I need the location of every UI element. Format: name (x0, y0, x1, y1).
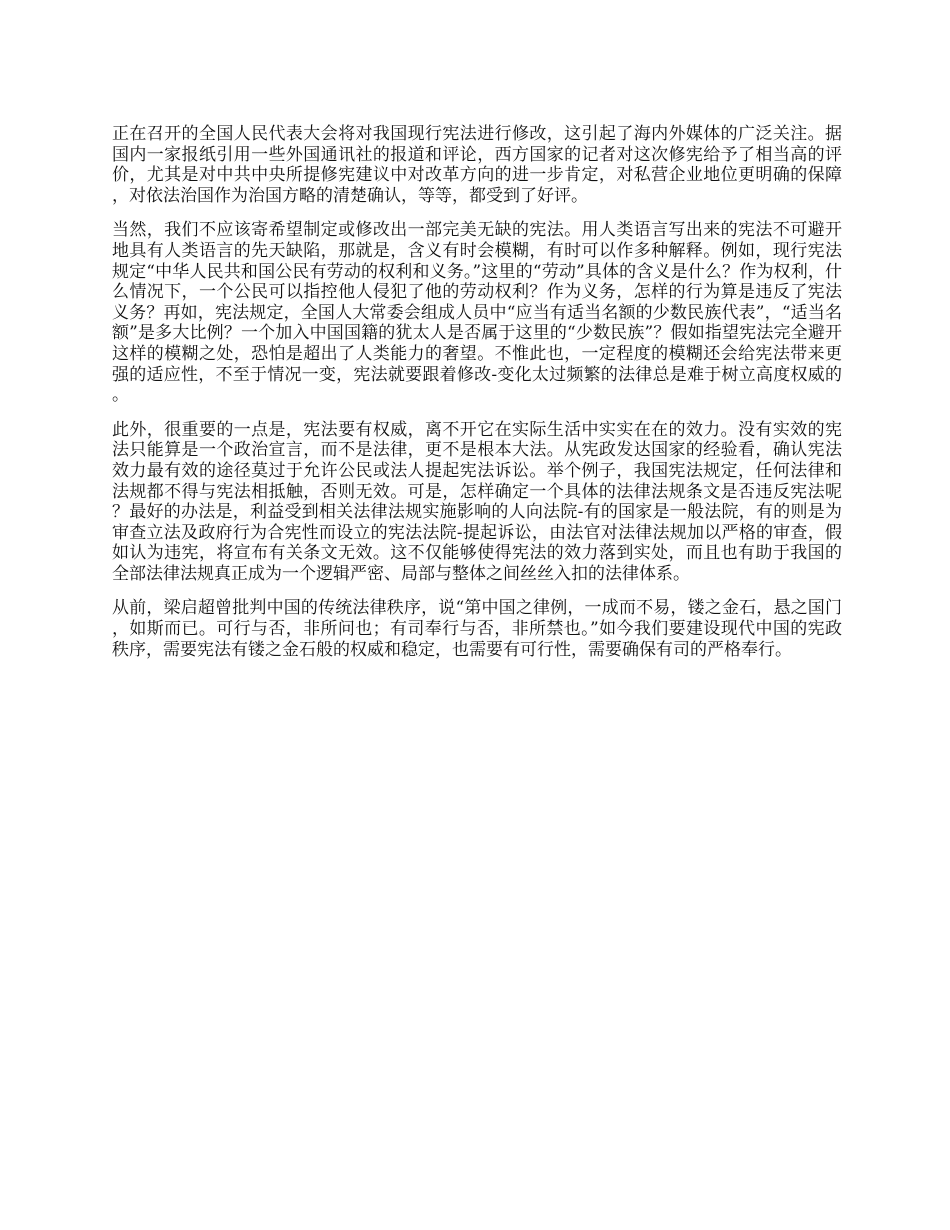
document-body (112, 124, 842, 674)
paragraph-2: 当然，我们不应该寄希望制定或修改出一部完美无缺的宪法。用人类语言写出来的宪法不可避开地具有人类语言的先天缺陷，那就是，含义有时会模糊，有时可以作多种解释。例如，现行宪法规定“中华人民共和国公民有劳动的权利和义务。”这里的“劳动”具体的含义是什么？作为权利，什么情况下，一个公民可以指控他人侵犯了他的劳动权利？作为义务，怎样的行为算是违反了宪法义务？再如，宪法规定，全国人大常委会组成人员中“应当有适当名额的少数民族代表”，“适当名额”是多大比例？一个加入中国国籍的犹太人是否属于这里的“少数民族”？假如指望宪法完全避开这样的模糊之处，恐怕是超出了人类能力的奢望。不惟此也，一定程度的模糊还会给宪法带来更强的适应性，不至于情况一变，宪法就要跟着修改-变化太过频繁的法律总是难于树立高度权威的。 (112, 220, 842, 406)
paragraph-1: 正在召开的全国人民代表大会将对我国现行宪法进行修改，这引起了海内外媒体的广泛关注。据国内一家报纸引用一些外国通讯社的报道和评论，西方国家的记者对这次修宪给予了相当高的评价，尤其是对中共中央所提修宪建议中对改革方向的进一步肯定，对私营企业地位更明确的保障，对依法治国作为治国方略的清楚确认，等等，都受到了好评。 (112, 124, 842, 206)
paragraph-3: 此外，很重要的一点是，宪法要有权威，离不开它在实际生活中实实在在的效力。没有实效的宪法只能算是一个政治宣言，而不是法律，更不是根本大法。从宪政发达国家的经验看，确认宪法效力最有效的途径莫过于允许公民或法人提起宪法诉讼。举个例子，我国宪法规定，任何法律和法规都不得与宪法相抵触，否则无效。可是，怎样确定一个具体的法律法规条文是否违反宪法呢？最好的办法是，利益受到相关法律法规实施影响的人向法院-有的国家是一般法院，有的则是为审查立法及政府行为合宪性而设立的宪法法院-提起诉讼，由法官对法律法规加以严格的审查，假如认为违宪，将宣布有关条文无效。这不仅能够使得宪法的效力落到实处，而且也有助于我国的全部法律法规真正成为一个逻辑严密、局部与整体之间丝丝入扣的法律体系。 (112, 419, 842, 584)
paragraph-4: 从前，梁启超曾批判中国的传统法律秩序，说“第中国之律例，一成而不易，镂之金石，悬之国门，如斯而已。可行与否，非所问也；有司奉行与否，非所禁也。”如今我们要建设现代中国的宪政秩序，需要宪法有镂之金石般的权威和稳定，也需要有可行性，需要确保有司的严格奉行。 (112, 598, 842, 660)
